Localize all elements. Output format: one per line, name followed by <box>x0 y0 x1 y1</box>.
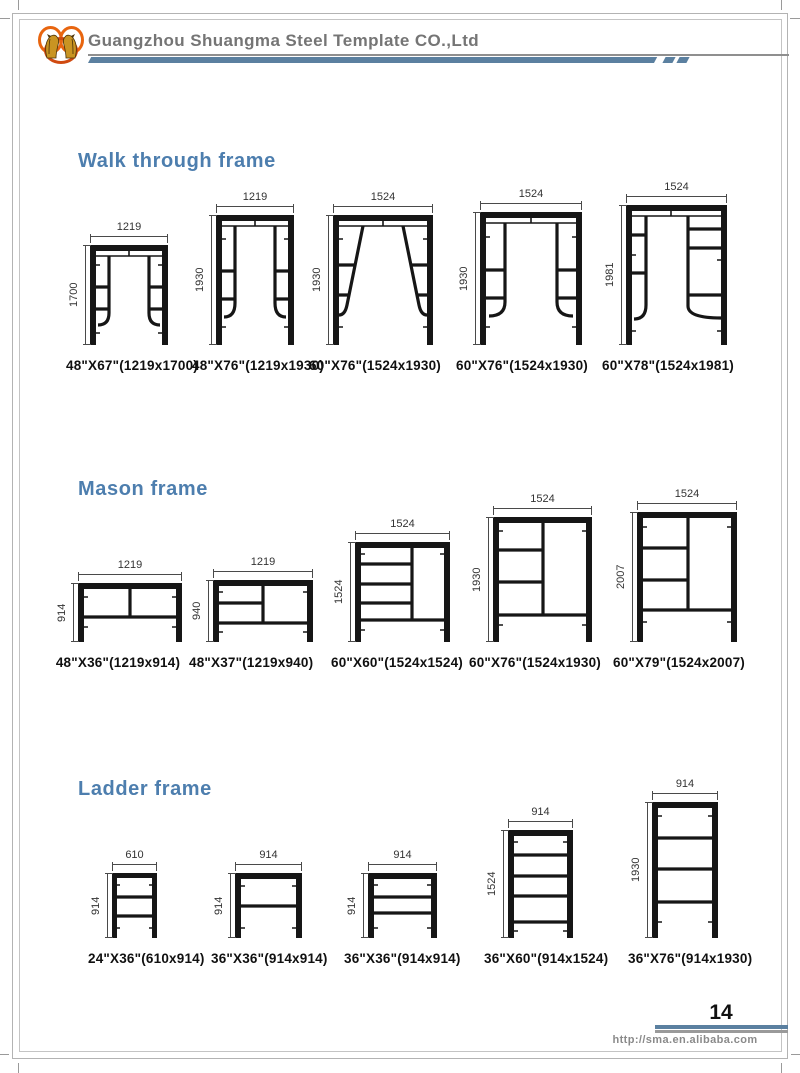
company-name: Guangzhou Shuangma Steel Template CO.,Ltd <box>88 31 480 50</box>
width-dimension <box>637 488 737 512</box>
height-dimension <box>602 205 626 345</box>
frame-caption: 36"X60"(914x1524) <box>484 951 609 966</box>
width-dimension <box>508 806 573 830</box>
width-dimension-line <box>333 206 433 207</box>
width-dimension <box>493 493 592 517</box>
height-dimension <box>192 215 216 345</box>
crop-mark <box>781 1063 782 1073</box>
height-dimension-label: 2007 <box>615 564 627 590</box>
height-dimension-line <box>503 830 504 938</box>
width-dimension-line <box>493 508 592 509</box>
page-number: 14 <box>709 1001 733 1024</box>
width-dimension-label: 1219 <box>250 556 276 568</box>
height-dimension-line <box>647 802 648 938</box>
frame-caption: 60"X76"(1524x1930) <box>456 358 589 373</box>
width-dimension-label: 1524 <box>390 518 415 530</box>
section-title-walk-through-frame: Walk through frame <box>78 150 276 172</box>
company-logo-double-horse <box>37 25 85 65</box>
frame-caption: 60"X76"(1524x1930) <box>309 358 442 373</box>
width-dimension-line <box>112 864 157 865</box>
width-dimension-line <box>213 571 313 572</box>
height-dimension-line <box>488 517 489 642</box>
height-dimension-label: 914 <box>346 896 358 915</box>
width-dimension-label: 610 <box>125 849 144 861</box>
width-dimension-label: 1219 <box>242 191 268 203</box>
height-dimension-line <box>632 512 633 642</box>
height-dimension <box>628 802 652 938</box>
crop-mark <box>791 1054 800 1055</box>
width-dimension-line <box>355 533 450 534</box>
section-title-mason-frame: Mason frame <box>78 478 208 500</box>
height-dimension-label: 1981 <box>604 262 616 288</box>
width-dimension <box>480 188 582 212</box>
width-dimension <box>355 518 450 542</box>
footer-rule-blue <box>655 1025 788 1029</box>
frame-caption: 48"X76"(1219x1930) <box>192 358 325 373</box>
width-dimension-label: 914 <box>259 849 278 861</box>
height-dimension-line <box>85 245 86 345</box>
height-dimension-label: 1700 <box>68 282 80 308</box>
frame-diagram <box>213 580 313 642</box>
frame-card <box>54 559 182 670</box>
width-dimension-label: 914 <box>531 806 550 818</box>
frame-caption: 60"X79"(1524x2007) <box>613 655 746 670</box>
width-dimension <box>112 849 157 873</box>
width-dimension-line <box>480 203 582 204</box>
height-dimension-label: 1930 <box>630 857 642 883</box>
height-dimension <box>456 212 480 345</box>
frame-diagram <box>333 215 433 345</box>
section-title-ladder-frame: Ladder frame <box>78 778 212 800</box>
footer-rule-gray <box>655 1030 788 1033</box>
frame-card <box>309 191 441 373</box>
width-dimension <box>333 191 433 215</box>
height-dimension-label: 914 <box>90 896 102 915</box>
frame-diagram <box>216 215 294 345</box>
height-dimension-label: 914 <box>56 603 68 622</box>
width-dimension-label: 1219 <box>116 221 142 233</box>
height-dimension-label: 914 <box>213 896 225 915</box>
height-dimension <box>54 583 78 642</box>
frame-card <box>613 488 745 670</box>
height-dimension-label: 1524 <box>333 579 345 605</box>
frame-caption: 60"X60"(1524x1524) <box>331 655 464 670</box>
height-dimension <box>189 580 213 642</box>
frame-diagram <box>235 873 302 938</box>
width-dimension-line <box>652 793 718 794</box>
height-dimension <box>331 542 355 642</box>
height-dimension-line <box>107 873 108 938</box>
frame-card <box>344 849 461 966</box>
frame-caption: 48"X37"(1219x940) <box>189 655 314 670</box>
height-dimension-label: 1524 <box>486 871 498 897</box>
frame-caption: 36"X36"(914x914) <box>344 951 461 966</box>
frame-card <box>628 778 752 966</box>
frame-caption: 36"X76"(914x1930) <box>628 951 753 966</box>
frame-card <box>469 493 601 670</box>
frame-card <box>602 181 734 373</box>
frame-diagram <box>480 212 582 345</box>
height-dimension-line <box>363 873 364 938</box>
width-dimension <box>216 191 294 215</box>
width-dimension-line <box>508 821 573 822</box>
width-dimension-label: 1524 <box>674 488 700 500</box>
height-dimension-label: 940 <box>191 601 203 621</box>
crop-mark <box>18 0 19 10</box>
width-dimension-label: 1524 <box>370 191 396 203</box>
width-dimension-label: 914 <box>393 849 412 861</box>
height-dimension-label: 1930 <box>471 567 483 592</box>
height-dimension <box>344 873 368 938</box>
width-dimension-line <box>216 206 294 207</box>
header-rule-gray <box>88 54 789 56</box>
width-dimension <box>368 849 437 873</box>
frame-diagram <box>626 205 727 345</box>
height-dimension <box>66 245 90 345</box>
frame-caption: 24"X36"(610x914) <box>88 951 205 966</box>
crop-mark <box>18 1063 19 1073</box>
frame-card <box>456 188 588 373</box>
frame-card <box>88 849 205 966</box>
frame-card <box>331 518 463 670</box>
height-dimension <box>309 215 333 345</box>
height-dimension-label: 1930 <box>194 267 206 293</box>
width-dimension <box>235 849 302 873</box>
frame-diagram <box>368 873 437 938</box>
frame-card <box>192 191 324 373</box>
crop-mark <box>790 18 800 19</box>
height-dimension-line <box>621 205 622 345</box>
width-dimension-label: 1524 <box>664 181 689 193</box>
width-dimension-line <box>78 574 182 575</box>
height-dimension <box>613 512 637 642</box>
header-rule-blue <box>88 57 657 63</box>
height-dimension-line <box>211 215 212 345</box>
crop-mark <box>0 1054 9 1055</box>
height-dimension-label: 1930 <box>458 266 470 291</box>
height-dimension <box>484 830 508 938</box>
frame-caption: 60"X78"(1524x1981) <box>602 358 735 373</box>
site-url: http://sma.en.alibaba.com <box>612 1034 758 1046</box>
width-dimension-label: 914 <box>675 778 695 790</box>
width-dimension-line <box>90 236 168 237</box>
height-dimension-label: 1930 <box>311 267 323 293</box>
frame-caption: 48"X36"(1219x914) <box>55 655 181 670</box>
width-dimension-line <box>235 864 302 865</box>
width-dimension-label: 1524 <box>530 493 555 505</box>
height-dimension-line <box>230 873 231 938</box>
frame-diagram <box>90 245 168 345</box>
width-dimension-line <box>626 196 727 197</box>
height-dimension <box>469 517 493 642</box>
frame-card <box>66 221 198 373</box>
frame-diagram <box>78 583 182 642</box>
frame-card <box>189 556 313 670</box>
frame-diagram <box>112 873 157 938</box>
width-dimension <box>626 181 727 205</box>
width-dimension <box>652 778 718 802</box>
height-dimension-line <box>328 215 329 345</box>
frame-diagram <box>637 512 737 642</box>
frame-card <box>484 806 608 966</box>
crop-mark <box>0 18 10 19</box>
crop-mark <box>781 0 782 10</box>
frame-diagram <box>493 517 592 642</box>
height-dimension-line <box>350 542 351 642</box>
frame-card <box>211 849 328 966</box>
frame-diagram <box>355 542 450 642</box>
width-dimension-line <box>368 864 437 865</box>
frame-caption: 60"X76"(1524x1930) <box>469 655 602 670</box>
height-dimension <box>211 873 235 938</box>
width-dimension-label: 1524 <box>518 188 544 200</box>
height-dimension-line <box>208 580 209 642</box>
height-dimension <box>88 873 112 938</box>
height-dimension-line <box>475 212 476 345</box>
width-dimension <box>213 556 313 580</box>
frame-diagram <box>652 802 718 938</box>
width-dimension-line <box>637 503 737 504</box>
width-dimension <box>78 559 182 583</box>
frame-caption: 36"X36"(914x914) <box>211 951 328 966</box>
width-dimension <box>90 221 168 245</box>
frame-diagram <box>508 830 573 938</box>
frame-caption: 48"X67"(1219x1700) <box>66 358 199 373</box>
height-dimension-line <box>73 583 74 642</box>
width-dimension-label: 1219 <box>117 559 143 571</box>
